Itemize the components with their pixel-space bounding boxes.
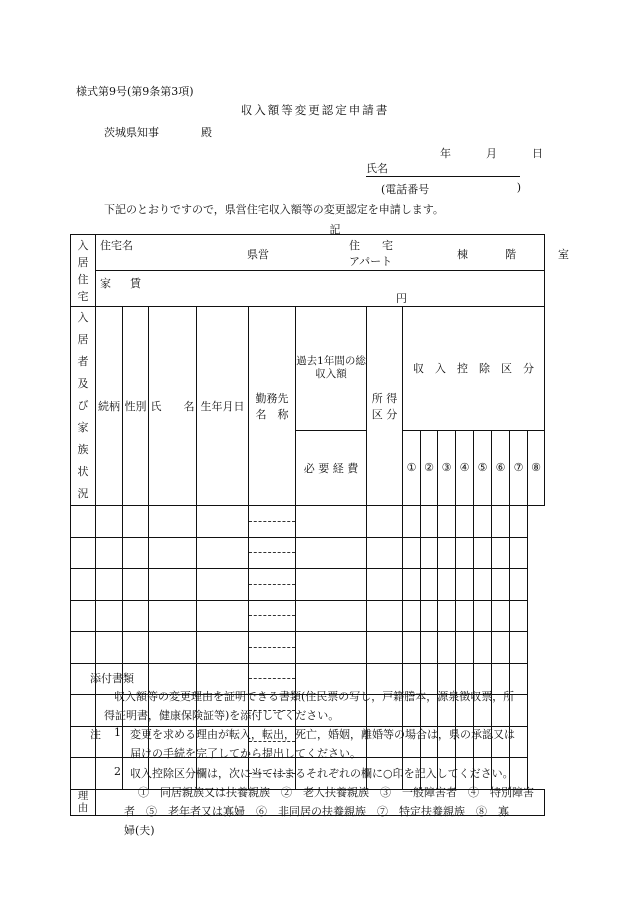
- income-expense-cell[interactable]: [249, 632, 296, 664]
- date-year-label: 年: [440, 147, 451, 160]
- family-cell[interactable]: [510, 632, 528, 664]
- kojo-num-7: ⑦: [510, 430, 528, 505]
- family-row: [71, 537, 545, 569]
- page-title: 収入額等変更認定申請書: [240, 103, 390, 117]
- family-row: [71, 632, 545, 664]
- family-cell[interactable]: [149, 537, 197, 569]
- kenei-label: 県営: [247, 248, 269, 261]
- yachin-cell[interactable]: [96, 271, 545, 307]
- family-cell[interactable]: [456, 600, 474, 632]
- family-cell[interactable]: [474, 537, 492, 569]
- income-divider: [249, 552, 295, 553]
- col-income: 過去1年間の総収入額: [296, 307, 367, 431]
- family-row: [71, 569, 545, 601]
- family-cell[interactable]: [123, 600, 149, 632]
- family-cell[interactable]: [123, 569, 149, 601]
- col-expense: 必 要 経 費: [296, 430, 367, 505]
- note1-num: 1: [114, 726, 121, 739]
- family-cell[interactable]: [492, 632, 510, 664]
- apart-label: アパート: [349, 255, 393, 268]
- family-cell[interactable]: [149, 506, 197, 538]
- family-cell[interactable]: [492, 600, 510, 632]
- family-cell[interactable]: [510, 600, 528, 632]
- family-cell[interactable]: [438, 600, 456, 632]
- family-cell[interactable]: [149, 632, 197, 664]
- family-cell[interactable]: [367, 600, 403, 632]
- family-cell[interactable]: [492, 537, 510, 569]
- family-cell[interactable]: [197, 569, 249, 601]
- family-cell[interactable]: [474, 569, 492, 601]
- family-cell[interactable]: [367, 632, 403, 664]
- family-cell[interactable]: [367, 506, 403, 538]
- family-cell[interactable]: [296, 600, 367, 632]
- to-label: 棟: [457, 248, 468, 261]
- family-cell[interactable]: [403, 632, 421, 664]
- nyukyo-jutaku-label: 入居住宅: [71, 235, 96, 307]
- kojo-num-1: ①: [403, 430, 421, 505]
- family-cell[interactable]: [438, 506, 456, 538]
- note1-text-1: 変更を求める理由が転入，転出，死亡，婚姻，離婚等の場合は，県の承認又は: [130, 728, 515, 741]
- kojo-num-6: ⑥: [492, 430, 510, 505]
- phone-close: ): [516, 181, 521, 194]
- family-cell[interactable]: [456, 537, 474, 569]
- family-cell[interactable]: [421, 569, 438, 601]
- form-number: 様式第9号(第9条第3項): [76, 85, 194, 98]
- family-cell[interactable]: [421, 537, 438, 569]
- note2-list-3: 婦(夫): [124, 824, 155, 837]
- family-cell[interactable]: [71, 758, 96, 790]
- family-cell[interactable]: [96, 506, 123, 538]
- honorific: 殿: [201, 126, 212, 139]
- family-cell[interactable]: [421, 600, 438, 632]
- family-cell[interactable]: [367, 569, 403, 601]
- family-row: [71, 600, 545, 632]
- family-cell[interactable]: [421, 506, 438, 538]
- family-cell[interactable]: [123, 632, 149, 664]
- family-cell[interactable]: [96, 537, 123, 569]
- family-cell[interactable]: [510, 569, 528, 601]
- note2-list-2: 者 ⑤ 老年者又は寡婦 ⑥ 非同居の扶養親族 ⑦ 特定扶養親族 ⑧ 寡: [124, 805, 509, 818]
- phone-label: (電話番号: [381, 183, 430, 196]
- kojo-num-8: ⑧: [528, 430, 545, 505]
- jutaku-mei-cell[interactable]: [96, 235, 569, 271]
- family-cell[interactable]: [296, 632, 367, 664]
- income-expense-cell[interactable]: [249, 537, 296, 569]
- family-cell[interactable]: [296, 569, 367, 601]
- family-cell[interactable]: [510, 537, 528, 569]
- note2-num: 2: [114, 765, 121, 778]
- family-cell[interactable]: [492, 569, 510, 601]
- kojo-num-4: ④: [456, 430, 474, 505]
- family-row: [71, 506, 545, 538]
- yen-label: 円: [396, 292, 407, 305]
- family-cell[interactable]: [438, 632, 456, 664]
- family-cell[interactable]: [403, 506, 421, 538]
- yachin-label: 家 賃: [100, 277, 145, 290]
- family-cell[interactable]: [96, 632, 123, 664]
- family-cell[interactable]: [403, 600, 421, 632]
- family-cell[interactable]: [71, 600, 96, 632]
- note2-list-1: ① 同居親族又は扶養親族 ② 老人扶養親族 ③ 一般障害者 ④ 特別障害: [138, 786, 534, 799]
- family-cell[interactable]: [492, 506, 510, 538]
- family-cell[interactable]: [96, 569, 123, 601]
- applicant-name-field[interactable]: [366, 160, 520, 177]
- family-cell[interactable]: [149, 569, 197, 601]
- family-cell[interactable]: [456, 569, 474, 601]
- date-day-label: 日: [532, 147, 543, 160]
- addressee: [104, 124, 212, 140]
- family-cell[interactable]: [367, 537, 403, 569]
- family-cell[interactable]: [438, 537, 456, 569]
- family-cell[interactable]: [474, 506, 492, 538]
- jutaku-mei-label: 住宅名: [100, 239, 133, 252]
- family-cell[interactable]: [403, 569, 421, 601]
- family-cell[interactable]: [71, 695, 96, 727]
- income-divider: [249, 584, 295, 585]
- jutaku-label: 住 宅: [349, 239, 393, 252]
- col-zokugara: 続柄: [96, 307, 123, 506]
- kojo-num-5: ⑤: [474, 430, 492, 505]
- attach-title: 添付書類: [90, 672, 134, 685]
- attach-text-2: 得証明書，健康保険証等)を添付してください。: [104, 709, 340, 722]
- name-label: 氏名: [366, 162, 388, 175]
- phone-field[interactable]: [381, 181, 521, 197]
- family-cell[interactable]: [421, 632, 438, 664]
- family-cell[interactable]: [123, 506, 149, 538]
- col-seibetsu: 性別: [123, 307, 149, 506]
- col-kojo: 収 入 控 除 区 分: [403, 307, 545, 431]
- income-expense-cell[interactable]: [249, 506, 296, 538]
- col-shotoku: 所 得区 分: [367, 307, 403, 506]
- income-expense-cell[interactable]: [249, 600, 296, 632]
- income-divider: [249, 647, 295, 648]
- family-cell[interactable]: [197, 600, 249, 632]
- date-field[interactable]: [440, 145, 543, 161]
- family-label: 入居者及び家族状況: [71, 307, 96, 506]
- family-cell[interactable]: [149, 600, 197, 632]
- family-cell[interactable]: [71, 537, 96, 569]
- family-cell[interactable]: [123, 537, 149, 569]
- kojo-num-2: ②: [421, 430, 438, 505]
- note2-text: 収入控除区分欄は，次に当てはまるそれぞれの欄に○印を記入してください。: [130, 767, 514, 780]
- family-cell[interactable]: [510, 506, 528, 538]
- col-birth: 生年月日: [197, 307, 249, 506]
- col-kinmu: 勤務先名 称: [249, 307, 296, 506]
- income-expense-cell[interactable]: [249, 569, 296, 601]
- family-cell[interactable]: [71, 506, 96, 538]
- shitsu-label: 室: [558, 248, 569, 261]
- addressee-name: 茨城県知事: [104, 126, 159, 139]
- family-cell[interactable]: [456, 506, 474, 538]
- attach-text-1: 収入額等の変更理由を証明できる書類(住民票の写し，戸籍謄本，源泉徴収票，所: [114, 690, 515, 703]
- kai-label: 階: [505, 248, 516, 261]
- income-divider: [249, 615, 295, 616]
- family-cell[interactable]: [438, 569, 456, 601]
- family-cell[interactable]: [71, 569, 96, 601]
- col-shimei: 氏 名: [149, 307, 197, 506]
- ki-heading: 記: [329, 223, 341, 236]
- note1-text-2: 届けの手続を完了してから提出してください。: [130, 747, 361, 760]
- note-label: 注: [90, 728, 101, 741]
- family-cell[interactable]: [403, 537, 421, 569]
- family-cell[interactable]: [71, 632, 96, 664]
- family-cell[interactable]: [474, 632, 492, 664]
- family-cell[interactable]: [296, 537, 367, 569]
- kojo-num-3: ③: [438, 430, 456, 505]
- family-cell[interactable]: [296, 506, 367, 538]
- family-cell[interactable]: [197, 506, 249, 538]
- income-divider: [249, 521, 295, 522]
- riyu-label: 理由: [71, 789, 96, 815]
- family-cell[interactable]: [197, 632, 249, 664]
- request-text: 下記のとおりですので，県営住宅収入額等の変更認定を申請します。: [104, 203, 444, 216]
- date-month-label: 月: [486, 147, 497, 160]
- family-cell[interactable]: [474, 600, 492, 632]
- family-cell[interactable]: [197, 537, 249, 569]
- family-cell[interactable]: [96, 600, 123, 632]
- income-divider: [249, 678, 295, 679]
- family-cell[interactable]: [456, 632, 474, 664]
